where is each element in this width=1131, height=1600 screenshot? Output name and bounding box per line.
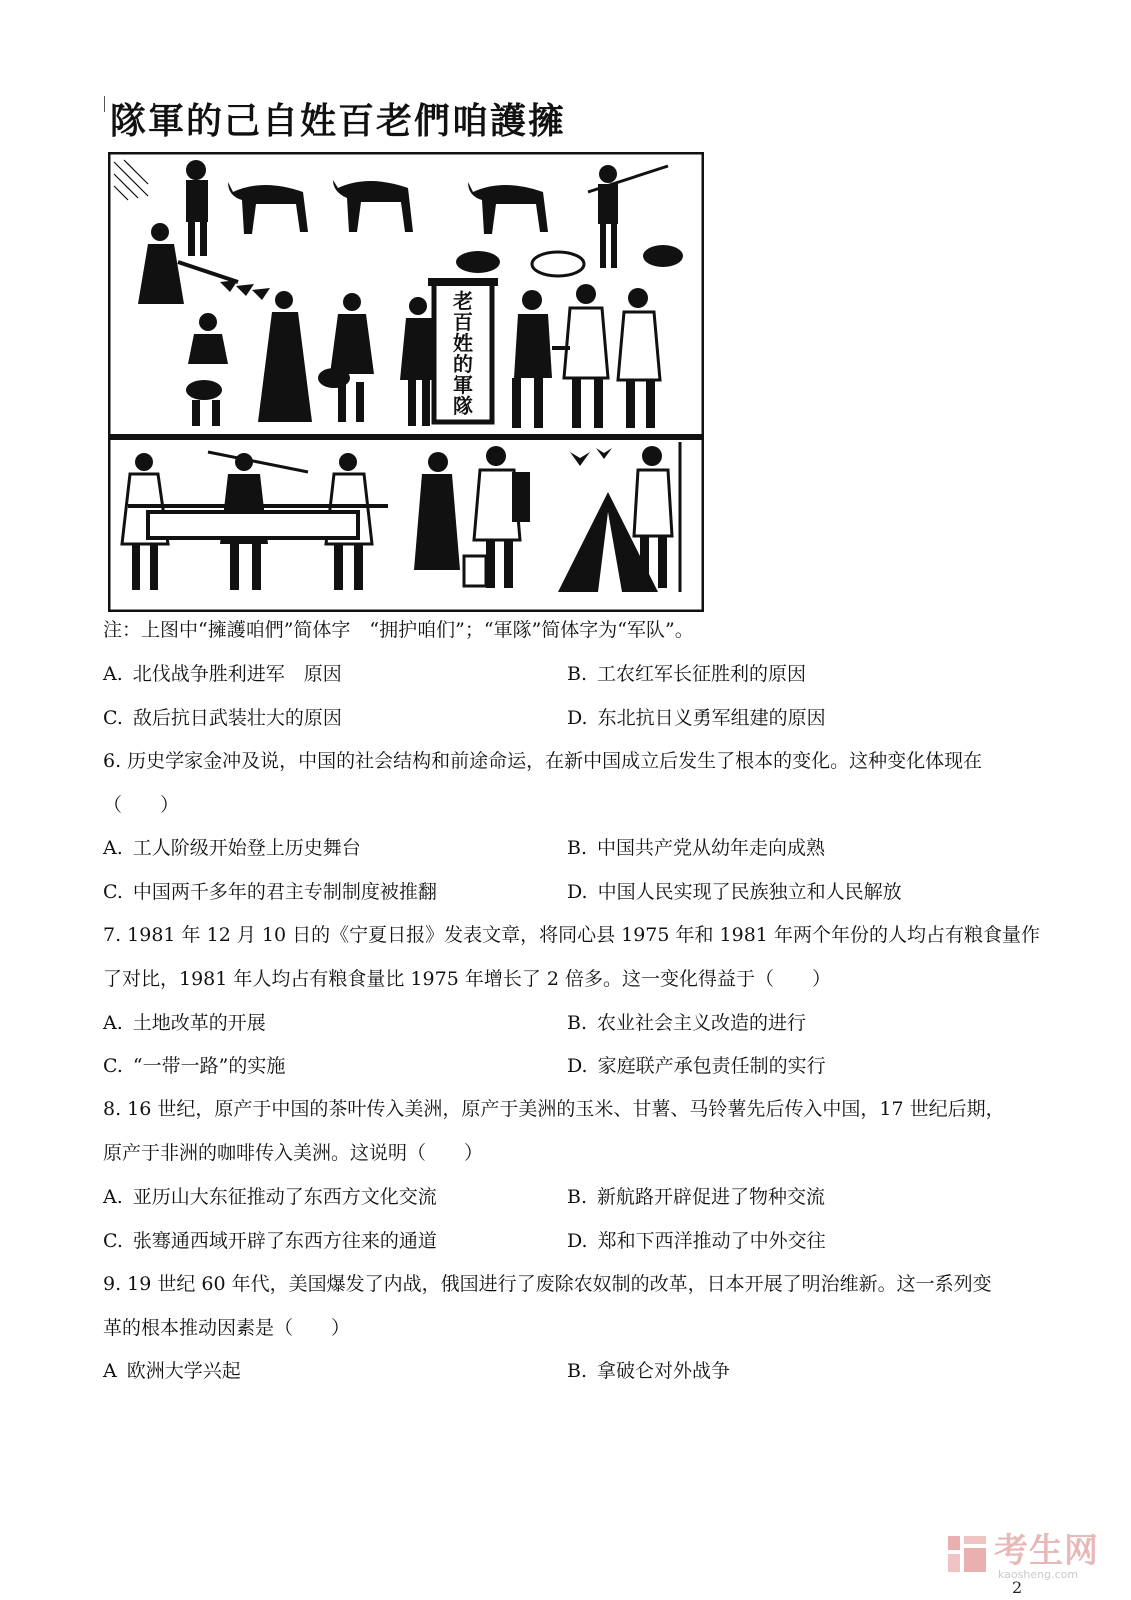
option-text: 土地改革的开展 — [132, 1012, 266, 1034]
watermark-url: kaosheng.com — [998, 1568, 1079, 1581]
q5-option-a — [103, 661, 342, 687]
figure-edge-mark — [104, 96, 105, 112]
option-text: 中国共产党从幼年走向成熟 — [597, 837, 826, 859]
option-text: 敌后抗日武装壮大的原因 — [132, 707, 342, 729]
option-key: D. — [567, 881, 588, 903]
option-key: C. — [103, 1230, 123, 1252]
q6-option-a — [103, 835, 361, 861]
option-key: B. — [567, 837, 588, 859]
watermark-logo-icon — [946, 1532, 990, 1576]
q5-option-d — [567, 705, 826, 731]
option-text: 工农红军长征胜利的原因 — [597, 663, 807, 685]
option-key: A. — [103, 837, 123, 859]
q8-option-d — [567, 1228, 826, 1254]
q6-option-b — [567, 835, 825, 861]
q8-option-b — [567, 1184, 825, 1210]
option-text: 新航路开辟促进了物种交流 — [597, 1186, 826, 1208]
option-key: D. — [567, 1230, 588, 1252]
option-text: 东北抗日义勇军组建的原因 — [597, 707, 826, 729]
q5-option-b — [567, 661, 806, 687]
option-key: B. — [567, 1360, 588, 1382]
option-text: “一带一路”的实施 — [132, 1055, 286, 1077]
q7-stem-line1: 7. 1981 年 12 月 10 日的《宁夏日报》发表文章，将同心县 1975 年和 1981 年两个年份的人均占有粮食量作 — [103, 924, 1040, 946]
q9-option-a — [103, 1358, 241, 1384]
option-key: B. — [567, 663, 588, 685]
option-text: 中国两千多年的君主专制制度被推翻 — [132, 881, 437, 903]
q7-option-a — [103, 1010, 266, 1036]
watermark — [946, 1532, 1111, 1582]
q8-stem-line1: 8. 16 世纪，原产于中国的茶叶传入美洲，原产于美洲的玉米、甘薯、马铃薯先后传入中国，17 世纪后期， — [103, 1098, 1005, 1120]
option-key: D. — [567, 1055, 588, 1077]
q6-option-c — [103, 879, 437, 905]
q7-option-d — [567, 1053, 826, 1079]
option-text: 拿破仑对外战争 — [597, 1360, 731, 1382]
option-text: 农业社会主义改造的进行 — [597, 1012, 807, 1034]
option-text: 亚历山大东征推动了东西方文化交流 — [132, 1186, 437, 1208]
q6-option-d — [567, 879, 902, 905]
option-text: 北伐战争胜利进军 原因 — [132, 663, 342, 685]
figure-banner-title: 隊軍的己自姓百老們咱護擁 — [110, 101, 567, 142]
option-key: C. — [103, 707, 123, 729]
option-text: 中国人民实现了民族独立和人民解放 — [597, 881, 902, 903]
q9-stem-line1: 9. 19 世纪 60 年代，美国爆发了内战，俄国进行了废除农奴制的改革，日本开展了明治维新。这一系列变 — [103, 1273, 992, 1295]
option-key: B. — [567, 1186, 588, 1208]
page-number: 2 — [1012, 1578, 1023, 1597]
option-text: 欧洲大学兴起 — [126, 1360, 241, 1382]
option-key: C. — [103, 1055, 123, 1077]
q8-stem-line2: 原产于非洲的咖啡传入美洲。这说明（ ） — [103, 1142, 484, 1164]
option-key: D. — [567, 707, 588, 729]
q6-stem-line2: （ ） — [103, 794, 180, 816]
option-key: A. — [103, 663, 123, 685]
option-key: B. — [567, 1012, 588, 1034]
q5-option-c — [103, 705, 342, 731]
woodcut-illustration — [108, 152, 704, 612]
figure-note: 注：上图中“擁護咱們”简体字 “拥护咱们”；“軍隊”简体字为“军队”。 — [103, 619, 694, 641]
option-key: A — [103, 1360, 117, 1382]
option-text: 工人阶级开始登上历史舞台 — [132, 837, 361, 859]
option-text: 郑和下西洋推动了中外交往 — [597, 1230, 826, 1252]
q6-stem-line1: 6. 历史学家金冲及说，中国的社会结构和前途命运，在新中国成立后发生了根本的变化。这种变化体现在 — [103, 750, 983, 772]
watermark-text: 考生网 — [994, 1531, 1099, 1571]
option-text: 张骞通西域开辟了东西方往来的通道 — [132, 1230, 437, 1252]
q8-option-c — [103, 1228, 437, 1254]
scroll-banner-text: 老百姓的軍隊 — [453, 289, 473, 418]
option-key: A. — [103, 1186, 123, 1208]
q9-option-b — [567, 1358, 730, 1384]
q7-option-c — [103, 1053, 285, 1079]
q7-option-b — [567, 1010, 806, 1036]
q8-option-a — [103, 1184, 437, 1210]
option-text: 家庭联产承包责任制的实行 — [597, 1055, 826, 1077]
option-key: C. — [103, 881, 123, 903]
option-key: A. — [103, 1012, 123, 1034]
q7-stem-line2: 了对比，1981 年人均占有粮食量比 1975 年增长了 2 倍多。这一变化得益于（ ） — [103, 968, 831, 990]
q9-stem-line2: 革的根本推动因素是（ ） — [103, 1317, 351, 1339]
